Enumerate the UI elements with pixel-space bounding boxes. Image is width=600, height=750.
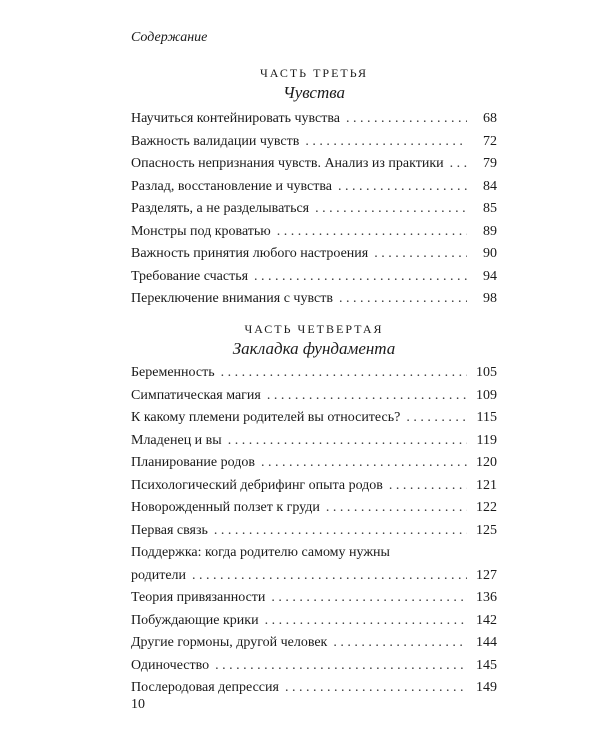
toc-entry-title: Планирование родов: [131, 455, 255, 470]
toc-entry-title: Младенец и вы: [131, 432, 222, 448]
toc-entry-page: 125: [476, 522, 497, 538]
dot-leader: [326, 497, 467, 520]
toc-entry-page: 142: [476, 612, 497, 628]
toc-entry[interactable]: [131, 153, 497, 176]
toc-entry-page: 121: [476, 477, 497, 493]
toc-entry-page: 120: [476, 455, 497, 470]
toc-entry-title: Симпатическая магия: [131, 387, 261, 403]
running-head: Содержание: [131, 30, 208, 45]
toc-entry[interactable]: [131, 497, 497, 520]
toc-entry[interactable]: [131, 610, 497, 633]
dot-leader: [192, 565, 467, 588]
toc-entry-title-line2: родители: [131, 567, 187, 583]
toc-entry[interactable]: [131, 221, 497, 244]
toc-entry-page: 149: [476, 680, 497, 695]
toc-entry-page: 119: [476, 432, 497, 448]
part-four-title: Закладка фундамента: [232, 339, 396, 358]
part-three-title: Чувства: [283, 83, 345, 102]
toc-entry-page: 85: [483, 201, 497, 216]
dot-leader: [265, 610, 467, 633]
toc-entry[interactable]: [131, 587, 497, 610]
dot-leader: [271, 587, 467, 610]
dot-leader: [214, 520, 467, 543]
toc-entry-page: 68: [483, 111, 497, 126]
dot-leader: [374, 243, 467, 266]
toc-entry-page: 122: [476, 500, 497, 515]
dot-leader: [333, 632, 467, 655]
toc-entry[interactable]: [131, 520, 497, 543]
dot-leader: [285, 677, 467, 700]
toc-entry-title: Монстры под кроватью: [131, 223, 271, 239]
toc-entry[interactable]: [131, 430, 497, 453]
toc-entry-page: 136: [476, 590, 497, 605]
toc-entry-title: Опасность непризнания чувств. Анализ из практики: [131, 156, 444, 171]
toc-entry[interactable]: [131, 632, 497, 655]
toc-entry[interactable]: [131, 452, 497, 475]
dot-leader: [406, 407, 467, 430]
toc-entry[interactable]: [131, 266, 497, 289]
toc-entry-title: Важность принятия любого настроения: [131, 246, 369, 261]
toc-part-three: [131, 108, 497, 311]
part-three-label: ЧАСТЬ ТРЕТЬЯ: [259, 66, 368, 80]
toc-entry[interactable]: [131, 542, 497, 587]
dot-leader: [305, 131, 467, 154]
toc-entry-title: Важность валидации чувств: [131, 133, 300, 149]
dot-leader: [261, 452, 467, 475]
dot-leader: [254, 266, 467, 289]
toc-entry-page: 109: [476, 387, 497, 403]
toc-entry-page: 127: [476, 567, 497, 583]
toc-entry-page: 94: [483, 268, 497, 284]
toc-entry-title: Новорожденный ползет к груди: [131, 500, 320, 515]
toc-entry-title-line1: Поддержка: когда родителю самому нужны: [131, 545, 390, 560]
toc-entry-page: 98: [483, 291, 497, 306]
toc-entry[interactable]: [131, 243, 497, 266]
toc-entry-title: К какому племени родителей вы относитесь?: [131, 410, 401, 425]
toc-entry-page: 144: [476, 635, 497, 650]
dot-leader: [228, 430, 467, 453]
dot-leader: [267, 385, 467, 408]
toc-entry[interactable]: [131, 198, 497, 221]
toc-entry-page: 105: [476, 365, 497, 380]
toc-entry[interactable]: [131, 407, 497, 430]
toc-entry-title: Другие гормоны, другой человек: [131, 635, 328, 650]
toc-part-four: [131, 362, 497, 700]
dot-leader: [339, 288, 467, 311]
toc-entry-title: Послеродовая депрессия: [131, 680, 279, 695]
dot-leader: [338, 176, 467, 199]
toc-entry-page: 89: [483, 223, 497, 239]
toc-entry-title: Научиться контейнировать чувства: [131, 111, 341, 126]
toc-entry-title: Переключение внимания с чувств: [131, 291, 333, 306]
toc-entry-title: Беременность: [131, 365, 215, 380]
dot-leader: [277, 221, 467, 244]
dot-leader: [389, 475, 467, 498]
toc-entry-title: Разделять, а не разделываться: [131, 201, 310, 216]
dot-leader: [221, 362, 467, 385]
toc-entry-page: 72: [483, 133, 497, 149]
toc-entry[interactable]: [131, 108, 497, 131]
toc-entry-title: Побуждающие крики: [131, 612, 259, 628]
toc-entry-title: Одиночество: [131, 657, 210, 673]
toc-entry-title: Теория привязанности: [131, 590, 266, 605]
toc-entry[interactable]: [131, 475, 497, 498]
dot-leader: [346, 108, 467, 131]
toc-entry[interactable]: [131, 655, 497, 678]
toc-entry[interactable]: [131, 288, 497, 311]
dot-leader: [315, 198, 467, 221]
part-three-heading: [131, 66, 497, 103]
toc-entry[interactable]: [131, 362, 497, 385]
toc-entry-title: Первая связь: [131, 522, 208, 538]
toc-entry-page: 90: [483, 246, 497, 261]
toc-entry-title: Психологический дебрифинг опыта родов: [131, 477, 383, 493]
dot-leader: [215, 655, 467, 678]
toc-entry-page: 79: [483, 156, 497, 171]
toc-entry-page: 145: [476, 657, 497, 673]
toc-entry[interactable]: [131, 385, 497, 408]
part-four-label: ЧАСТЬ ЧЕТВЕРТАЯ: [244, 322, 384, 336]
dot-leader: [450, 153, 467, 176]
toc-entry[interactable]: [131, 176, 497, 199]
part-four-heading: [131, 322, 497, 359]
toc-entry-page: 84: [483, 178, 497, 194]
toc-entry-title: Разлад, восстановление и чувства: [131, 178, 332, 194]
toc-entry[interactable]: [131, 677, 497, 700]
page-number: 10: [131, 697, 145, 712]
toc-entry-title: Требование счастья: [131, 268, 249, 284]
toc-entry-page: 115: [476, 410, 497, 425]
toc-entry[interactable]: [131, 131, 497, 154]
